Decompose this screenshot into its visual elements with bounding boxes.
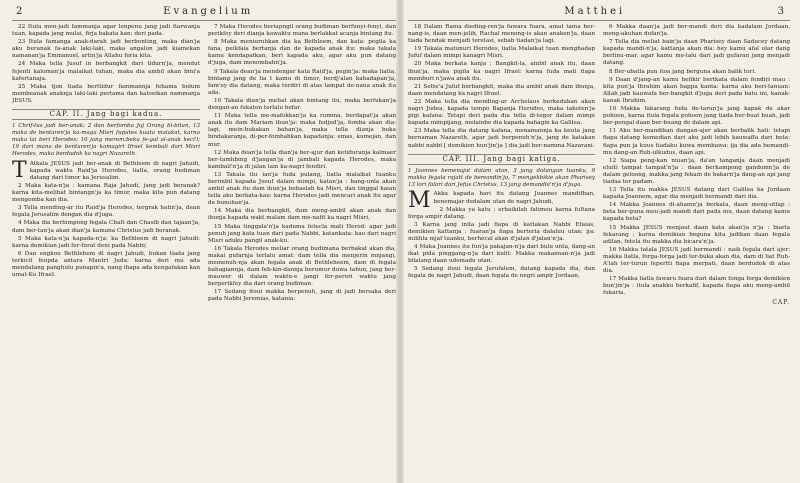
verse-paragraph: 10 Takala dian'ja meliat akan bintang itu, maka berfukan'ja dengan-an fukaton terlalu befar.: [208, 97, 396, 112]
page-number-right: 3: [777, 6, 786, 17]
verse-paragraph: 3 Karna jang inila jadi fiapa di kattakan Nabbi Efaias, demikien kattanja : fuaran'ja fiapa berteria dalaluu utan: ija: milihla mjaf tuanku, berhecal akan d'jalan d'jalan'n'ja.: [408, 221, 595, 242]
verse-paragraph: 24 Maka tella Jusuf in berbangkit dari tidurn'ja, mendut fejenti kaloman'ja malaikat tuhan, maka dia ambil akan bini'a kafertanaja.: [12, 61, 200, 82]
verse-paragraph: 12 Maka dean'ja tella dian'ja ber-ajur dan ketiduranja kalmaer ber-tamhbing d'jangan'ja di jambali kapada Herodes, maka kambali'n'ja di jalan lain ka-nagri fendiri.: [208, 149, 396, 170]
verse-paragraph: 23 Itula famanga anak-darah jadi berbonting, maka dian'ja aku beranak fa-anak laki-laki, maka angalon jadi kiamekan namanan'ja Emmanuel, artin'ja Allahu foria kita.: [12, 39, 200, 60]
verse-paragraph: 3 Tella mending-ar itu Raid'ja Herodes, tergrak hatin'ja, dean fegala Jerusalim dengan dia d'juga.: [12, 205, 200, 219]
running-title-right: Matthei: [564, 6, 626, 17]
page-number-left: 2: [16, 6, 25, 17]
catchword: CAP.: [772, 299, 790, 307]
verse-paragraph: 12 Siapa peng-kan niuan'ja, da'an tanganja daan menjadi eluiti tampat tampat'n'ja : daan berkampong gandomn'ja de dalam geloong, makka jang fekam de bakarn'ja dang-an api jang tiadaa ter padam.: [603, 157, 790, 185]
drop-cap: M: [408, 188, 431, 214]
verse-paragraph: 23 Maka tella dia datang kafana, menamannja ka kouta jang bernaman Nazareth, agar jadi berpenuh'n'ja, jang de katakan nabbi nabbi [ demikien hun'jin'ja ] dia jadi ber-namma Nazarani.: [408, 128, 595, 149]
opening-text: Atkala JESUS jadi ber-anak di Bethleem di nagri Jahudi, kapada waktu Raid'ja Herodes, liatla, orang budiman datang dari timor ka Jerusalim.: [29, 160, 200, 181]
verse-paragraph: 15 Maka tinggala'n'ja kaduma fetecla mati Herod: agar jadi penuh jang kata tuan dari pada Nabbi, katankata: kau dari nagri Misri aduku pangil anak-ku.: [208, 223, 396, 244]
verse-paragraph: 6 Dan engkou Bethlehem di nagri Jahudi, bukan tiada jang terkicil feopda antara Mantri Juda: karna deri mu ada mendatang panghulu punapin'a, nang ihapa ada kengafakan kan umat-Ku Ifrael.: [12, 250, 200, 279]
drop-cap: T: [12, 157, 27, 183]
verse-paragraph: 4 Maka dia berhimpong fegala Chalt dan Chasib dan tajaan'ja, dam ber-tan'ja akan dian'ja kamana Christus jadi beranak.: [12, 220, 200, 234]
verse-paragraph: 5 Maka kata-n'ja kapada-n'ja: ka Bethleem di nagri Jahudi: karna demikian jadi fer-furat deni pada Nabbi;: [12, 235, 200, 249]
right-column-1: [408, 24, 595, 480]
verse-paragraph: 13 Tella itu makka JESUS datang dari Galilea ka Jordaan kapada Joannem, agar dia menjadi bermandi dari dia.: [603, 187, 790, 201]
left-column-2: [208, 24, 396, 480]
verse-paragraph: 14 Makka Joannes di-ahamn'ja berkata, daan meng-utfap : beta ber-guna meu-jadi mandi dari pada mu, daan datang kamu kapada beta?: [603, 202, 790, 223]
running-head-left: [12, 6, 396, 21]
verse-paragraph: 5 Sedang itoui fegala Jerufalem, datang kapada dia, dan fegala de nagri Jahudi, daan fegala de negri ampir Jordaan,: [408, 266, 595, 280]
verse-paragraph: 11 Maka tella me-mafokkan'ja ka rumma, berdapat'ja akan anak itu dam Mariam ibun'ja: maka fedjud'ja, fomba akan dia: lagi, mein-bukakan bahan'ja, maka tella dianja buka bindakaranja, di-per-fombahkan kapadanja: emas, kumejan, dan mur.: [208, 113, 396, 148]
verse-paragraph: 17 Makka liatla fawaru fuara dari dalam fonga forga demikien bun'jin'ja : itula anakku berkafif, kapada fiapa aku meng-ambil fukaria.: [603, 276, 790, 297]
opening-text: Akka kapada hari itu datang Joannes mandifhan, benemajar dedalam utan de nagri Jahudi,: [433, 191, 595, 205]
verse-paragraph: 7 Maka Herodes beriapngil orang budiman berfunyi-fenyi, dan perikfey deri dianja kawaktu mana berlakkat acanja bintang itu.: [208, 24, 396, 38]
chapter-summary: 1 Chrif-tus jadi ber-anak; 2 dan berfomba Juj Orang bi-bitan, 13 maka de bentaren'ja ka-maga Misri fuputes kuata maiakat, karna maka lai beri Herodes; 16 jang merem;beku fe-gal al-anak keci'l; 19 dari mana de bentaren'ja kamagiri Ifrael kembali dari Misri Herodes, maka berdudok ka nagri Nazareth.: [12, 123, 200, 157]
right-page: [400, 0, 800, 483]
verse-paragraph: 10 Makka fakarang fuda de-tarun'ja jang kapak de akar pohoon, karna itula fegala pohoon jang tiada ber-buat buah, jadi ber-pengal daan ber-buang de dalam api.: [603, 106, 790, 127]
verse-paragraph: 2 Maka kata-n'ja : kamana Raja Jahudi, jang jadi beranak? karna kita-melihat bintangn'ja ka timor, maka kita pun datang mengomba kan dia.: [12, 182, 200, 204]
verse-paragraph: 9 Daan d'jang-an kamu befikir bertkata dalam fendiri mau : kita pun'ja Ibrahim akan bappa kanta: karna aku beri-tanuan: Allah jadi kauwafa ber-bangkit d'juga deri pada batu ini, kanak-kanak Ibrahim.: [603, 76, 790, 104]
verse-paragraph: 11 Aku ber-mandikan dangan-ajer akan berbalik hati: tetapi fiapa datang komedian dari aku jadi lebih kauwaffa dari beta: fiapa pun ja kuus tiadaku kuwa membawa: ija dia ada bemandi-mu dang-an Ruh-ulkudus, daan api.: [603, 128, 790, 156]
verse-paragraph: 15 Makka JESUS menjaut daan kata akan'ja n'ja : biarla fekarang : karna demikian beguna kita jadikan daan fegala adilan, fetela itu makka dia bicara'n'ja.: [603, 224, 790, 245]
verse-paragraph: 19 Takala matunuri Herodes, liatla Malaikat tuan menghadap Jufuf dalam mimpi kanagri Misri.: [408, 46, 595, 60]
right-column-2: [603, 24, 790, 480]
verse-paragraph: 18 Dalam Rama dieding-ren'ja fawara fuara, amat tama ber-nang-is, daan men-jelih, Rachal menong-is akan anaken'ja, daan tiada hendak menjadi terelasi, sebab tiadan'ja lagi.: [408, 24, 595, 45]
verse-paragraph: 8 Ber-ubatla pun itoa jang berguna akan balik tori.: [609, 68, 756, 75]
verse-paragraph: 22 Maka tella dia mending-ar Archelaus berkedukan akan nagri Judea, kapada tempo Bapanja Herodes, maka takoten'ja pigi kafana: Tetapi deri pada dia tella di-tegor dalam mimpi kapada mimpijang, melainbe dia kapada bahagin ka Galilea.: [408, 98, 595, 127]
left-column-1: [12, 24, 200, 480]
verse-paragraph: 20 Maka berkata kanja : Bangkit-la, ambil anak itu, daan ibun'ja, maka pigila ka nagri Ifrael: karna fuda mati fiapa memburi n'jawa anak itu.: [408, 61, 595, 82]
chapter-summary: 1 Joannes bemenajat dalam utan, 3 jang datangan tuanku, 9 makka fegala rajatt de bemandin'ja, 7 mengekbikie akan Pharisey 13 lori falori dari Jefus Christus, 13 jang demandia'n'ja d'juga.: [408, 167, 595, 188]
verse-paragraph: 16 Takala Herodes meliar orang budimana berbakat akan dia, makai gufarnja terlalu amat: dam tella dia menjerin mnjangi, memenuh-nja akan fegala anak di Bethleheem, dam di fegala bahagiannja, dam feb-kin-dannja berumur duwa tahun, jang ber-mauwer di dalam waktu-e jangi fer-pereri waktu jang berperikfey dia dari orang budiman.: [208, 245, 396, 288]
verse-paragraph: 21 Sette'a Jufuf berbangkit, maka dia ambil anak dam ibunja, daan mendatang ka nagri Ifrael.: [408, 83, 595, 97]
verse-paragraph: 8 Maka meniuruhkan dia ka Bethleem, dan kata: pegila ka fana, peikfala bertanja dan de kapada anak itu: maka takala kamu kendapatkan, beri kapada aku, agar aku pun datang d'juga, dam menombahn'ja.: [208, 39, 396, 67]
running-head-right: [408, 6, 790, 21]
opening-paragraph: [12, 157, 200, 183]
verse-paragraph: 25 Maka tjon tiada berttidur fammannja fehama bolum membeanak anaknja laki-laki pertama dan kaloeikan nammanja JESUS.: [12, 83, 200, 104]
verse-paragraph: 9 Takala dean'ja mendengar kata Raid'ja, pegin'ja: maka liatla, bintang jang de lia t kamu di timor, berdj'alan kahadapan'ja, fam'ey dia datang, maka terdiri di atas tampat de-nana anak itu ada.: [208, 68, 396, 96]
verse-paragraph: 14 Maka dia berbangkit, dam meng-ambil akan anak dan ibunja kapada wakt malam dam me-nafit ka nagri Misri,: [208, 208, 396, 222]
chapter-heading: CAP. III. Jang bagi katiga.: [408, 154, 595, 165]
verse-paragraph: 2 Makka ya katu : erbaikilah fatimou karna fultana forga ampir datang.: [408, 206, 595, 220]
verse-paragraph: 13 Takala itu ian'ja fuda pulang, liatla malaikat tuanku berimbil kapada Jusuf dalam mimpi, katan'ja : bang-unla akan ambil anak itu dam ibun'ja bebaslah ka Misri, dan tinggal kaian tella aku berkata-kau: karna Herodes jadi mencari anak itu agar de bunohan'ja.: [208, 171, 396, 207]
verse-paragraph: 6 Makka daan'ja jadi ber-mandi deri dia kadalam Jordaan, meng-akuhan dofan'ja.: [603, 24, 790, 38]
running-title-left: Evangelium: [163, 6, 254, 17]
chapter-heading: CAP. II. Jang bagi kadua.: [12, 109, 200, 120]
verse-paragraph: 7 Tella dia meliat bain'ja daan Pharisey daan Saducey datang kapada mandi-n'ja, kattanja akan dia: hey kamu afal ular dang berlinu-mar, agar kamu me-lalu dari jadi gufaran jang menjadi datang.: [603, 39, 790, 67]
verse-paragraph: 22 Itula men-jadi fammanja agar lenpenu jang jadi fiarwanja tuan, kapada jang mulai, firja bakata kan: deri pada.: [12, 24, 200, 38]
verse-paragraph: 17 Sedang itoui makka berpenuh, jang di jadi bersaka deri pada Nabbi Jeremias, katania:: [208, 289, 396, 303]
verse-paragraph: 4 Maka Joannes itu fun'ja pakajan-n'ja dari bulu unta, dang-an ikat pida pinggang-n'ja dari kulit: Makka makannan-n'ja jadi bilalang daan udemadu utan.: [408, 244, 595, 265]
verse-paragraph: 16 Makka tatala JESUS jadi bermandi : naik fegala dari ajer: makka liatla, forga-forga jadi ter-buka akan dia, dam di liat Ruh-A'lah ter-turun fepertti fiapa merpati, daan berdudok di atas dia.: [603, 246, 790, 275]
